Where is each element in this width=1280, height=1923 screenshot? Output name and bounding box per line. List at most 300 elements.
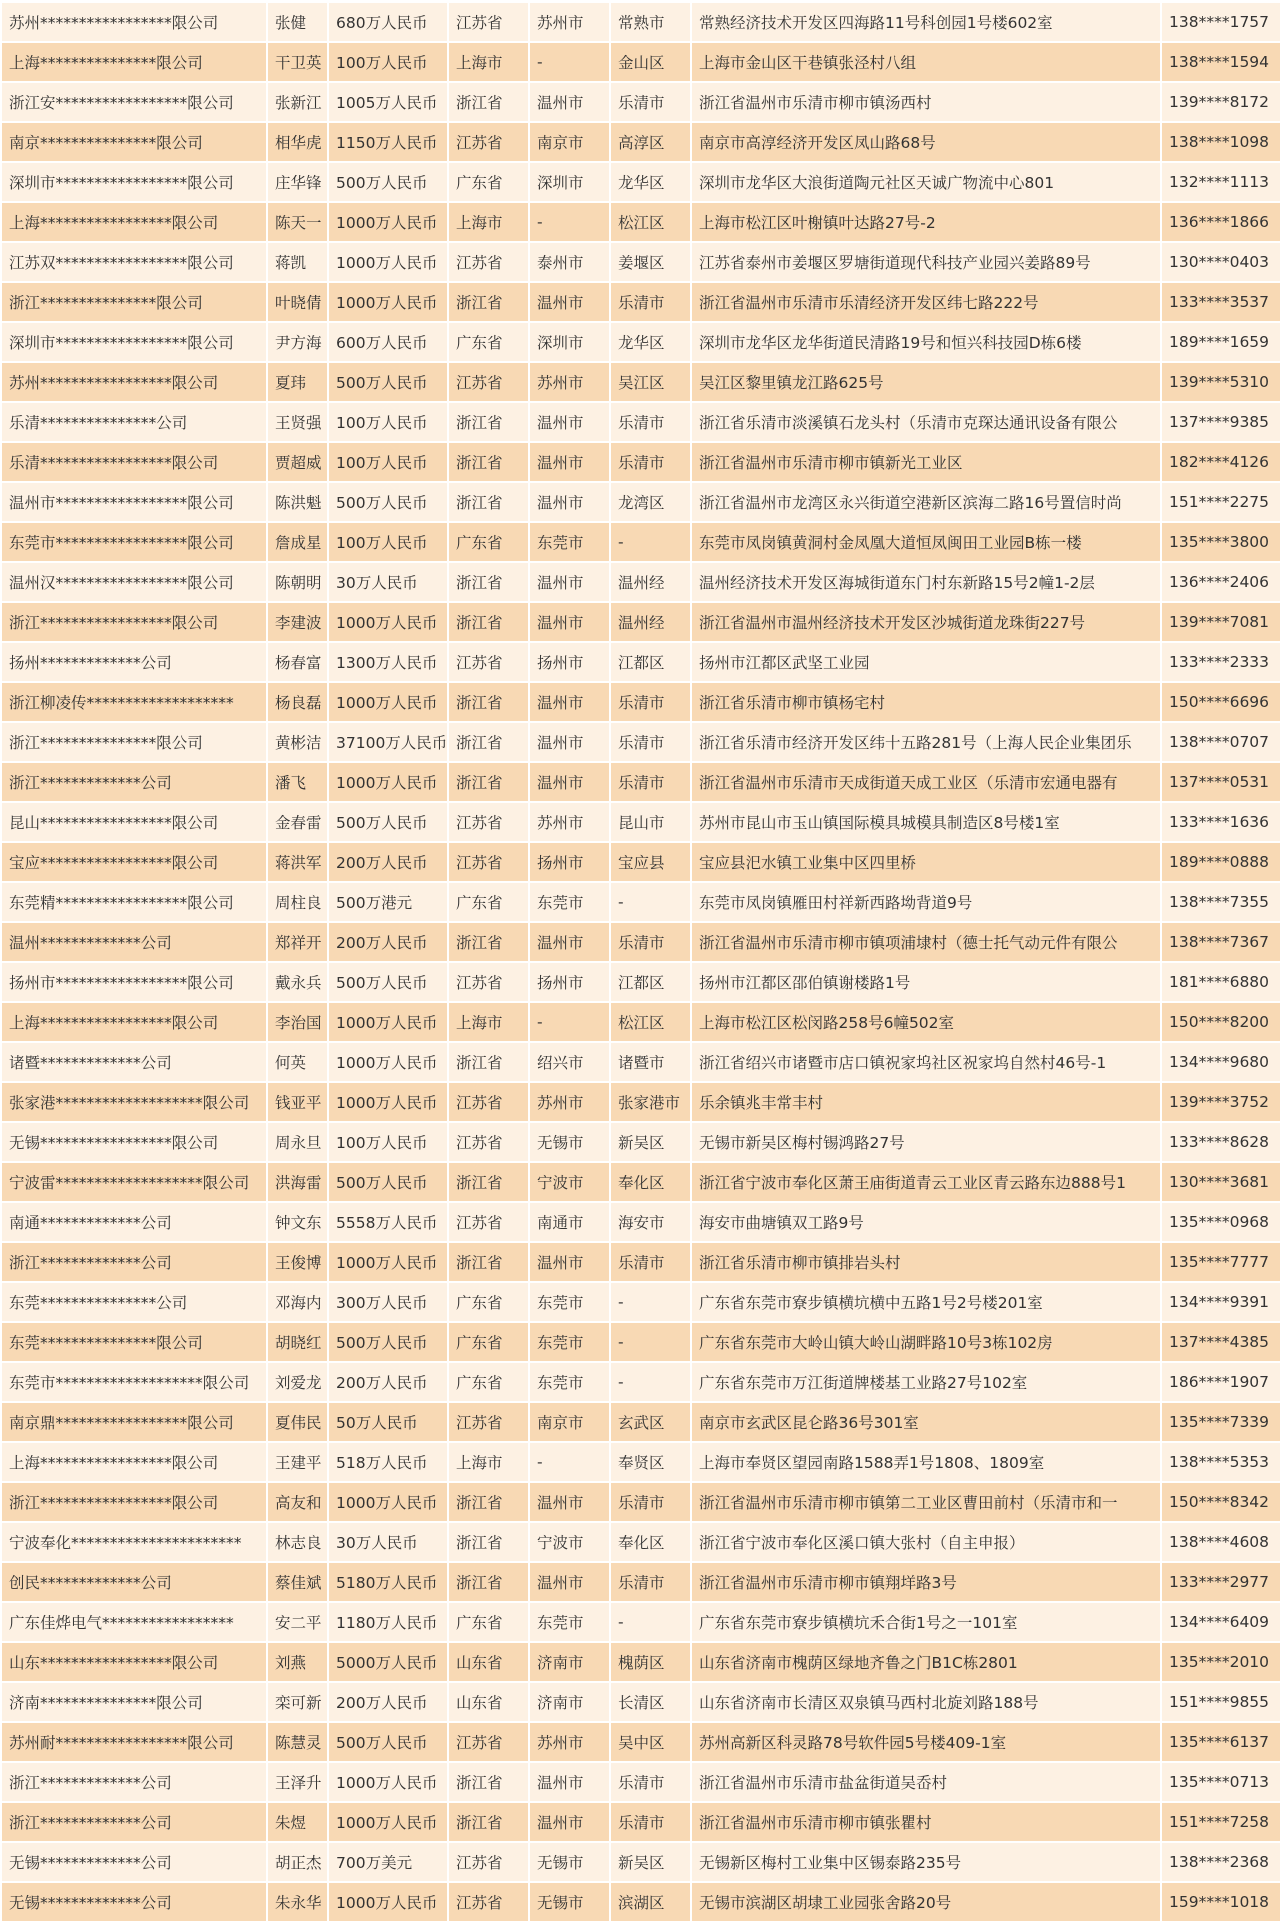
city-cell: 无锡市 xyxy=(530,1843,609,1883)
address-cell: 上海市松江区叶榭镇叶达路27号-2 xyxy=(692,203,1160,243)
phone-cell: 134****6409 xyxy=(1162,1603,1280,1643)
company-name-cell: 宝应*****************限公司 xyxy=(2,843,266,883)
city-cell: - xyxy=(530,1003,609,1043)
phone-cell: 133****2977 xyxy=(1162,1563,1280,1603)
registered-capital-cell: 500万人民币 xyxy=(329,1323,447,1363)
phone-cell: 150****8342 xyxy=(1162,1483,1280,1523)
city-cell: 温州市 xyxy=(530,683,609,723)
province-cell: 上海市 xyxy=(449,1003,528,1043)
company-name-cell: 江苏双*****************限公司 xyxy=(2,243,266,283)
table-row xyxy=(2,1163,1280,1203)
table-row xyxy=(2,1723,1280,1763)
phone-cell: 151****2275 xyxy=(1162,483,1280,523)
city-cell: 深圳市 xyxy=(530,163,609,203)
phone-cell: 182****4126 xyxy=(1162,443,1280,483)
phone-cell: 150****6696 xyxy=(1162,683,1280,723)
address-cell: 浙江省温州市乐清市柳市镇项浦埭村（德士托气动元件有限公 xyxy=(692,923,1160,963)
legal-person-cell: 李建波 xyxy=(268,603,327,643)
company-name-cell: 浙江柳凌传******************* xyxy=(2,683,266,723)
company-name-cell: 创民*************公司 xyxy=(2,1563,266,1603)
phone-cell: 132****1113 xyxy=(1162,163,1280,203)
province-cell: 江苏省 xyxy=(449,643,528,683)
province-cell: 广东省 xyxy=(449,1283,528,1323)
table-row xyxy=(2,163,1280,203)
address-cell: 浙江省温州市温州经济技术开发区沙城街道龙珠街227号 xyxy=(692,603,1160,643)
district-cell: 吴中区 xyxy=(611,1723,690,1763)
table-row xyxy=(2,1403,1280,1443)
company-name-cell: 深圳市*****************限公司 xyxy=(2,163,266,203)
registered-capital-cell: 1005万人民币 xyxy=(329,83,447,123)
company-name-cell: 上海*****************限公司 xyxy=(2,203,266,243)
company-name-cell: 浙江***************限公司 xyxy=(2,723,266,763)
city-cell: 苏州市 xyxy=(530,1723,609,1763)
table-row xyxy=(2,323,1280,363)
registered-capital-cell: 1180万人民币 xyxy=(329,1603,447,1643)
table-row xyxy=(2,443,1280,483)
district-cell: 长清区 xyxy=(611,1683,690,1723)
registered-capital-cell: 100万人民币 xyxy=(329,523,447,563)
district-cell: 乐清市 xyxy=(611,723,690,763)
table-row xyxy=(2,203,1280,243)
legal-person-cell: 王建平 xyxy=(268,1443,327,1483)
legal-person-cell: 詹成星 xyxy=(268,523,327,563)
province-cell: 浙江省 xyxy=(449,1243,528,1283)
registered-capital-cell: 680万人民币 xyxy=(329,3,447,43)
registered-capital-cell: 1000万人民币 xyxy=(329,603,447,643)
city-cell: 扬州市 xyxy=(530,643,609,683)
city-cell: - xyxy=(530,1443,609,1483)
phone-cell: 133****8628 xyxy=(1162,1123,1280,1163)
province-cell: 浙江省 xyxy=(449,1803,528,1843)
phone-cell: 137****9385 xyxy=(1162,403,1280,443)
table-row xyxy=(2,363,1280,403)
legal-person-cell: 郑祥开 xyxy=(268,923,327,963)
company-name-cell: 宁波奉化********************** xyxy=(2,1523,266,1563)
registered-capital-cell: 300万人民币 xyxy=(329,1283,447,1323)
legal-person-cell: 夏伟民 xyxy=(268,1403,327,1443)
phone-cell: 151****9855 xyxy=(1162,1683,1280,1723)
company-name-cell: 浙江*****************限公司 xyxy=(2,1483,266,1523)
province-cell: 上海市 xyxy=(449,43,528,83)
table-row xyxy=(2,963,1280,1003)
phone-cell: 138****5353 xyxy=(1162,1443,1280,1483)
phone-cell: 135****6137 xyxy=(1162,1723,1280,1763)
company-name-cell: 浙江*************公司 xyxy=(2,1763,266,1803)
table-row xyxy=(2,1483,1280,1523)
legal-person-cell: 王泽升 xyxy=(268,1763,327,1803)
address-cell: 无锡新区梅村工业集中区锡泰路235号 xyxy=(692,1843,1160,1883)
registered-capital-cell: 100万人民币 xyxy=(329,1123,447,1163)
address-cell: 温州经济技术开发区海城街道东门村东新路15号2幢1-2层 xyxy=(692,563,1160,603)
company-name-cell: 无锡*************公司 xyxy=(2,1883,266,1923)
district-cell: 乐清市 xyxy=(611,1243,690,1283)
legal-person-cell: 王贤强 xyxy=(268,403,327,443)
city-cell: 无锡市 xyxy=(530,1883,609,1923)
registered-capital-cell: 500万人民币 xyxy=(329,1723,447,1763)
registered-capital-cell: 500万人民币 xyxy=(329,1163,447,1203)
company-name-cell: 温州*************公司 xyxy=(2,923,266,963)
province-cell: 浙江省 xyxy=(449,83,528,123)
phone-cell: 135****2010 xyxy=(1162,1643,1280,1683)
city-cell: 泰州市 xyxy=(530,243,609,283)
company-name-cell: 宁波雷*******************限公司 xyxy=(2,1163,266,1203)
table-row xyxy=(2,683,1280,723)
phone-cell: 134****9680 xyxy=(1162,1043,1280,1083)
phone-cell: 138****4608 xyxy=(1162,1523,1280,1563)
company-name-cell: 张家港*******************限公司 xyxy=(2,1083,266,1123)
phone-cell: 189****1659 xyxy=(1162,323,1280,363)
company-name-cell: 济南***************限公司 xyxy=(2,1683,266,1723)
table-row xyxy=(2,1603,1280,1643)
registered-capital-cell: 1300万人民币 xyxy=(329,643,447,683)
city-cell: 温州市 xyxy=(530,1763,609,1803)
phone-cell: 138****1098 xyxy=(1162,123,1280,163)
district-cell: 乐清市 xyxy=(611,1803,690,1843)
phone-cell: 135****3800 xyxy=(1162,523,1280,563)
address-cell: 深圳市龙华区龙华街道民清路19号和恒兴科技园D栋6楼 xyxy=(692,323,1160,363)
address-cell: 浙江省温州市乐清市柳市镇翔垟路3号 xyxy=(692,1563,1160,1603)
company-name-cell: 温州汉*****************限公司 xyxy=(2,563,266,603)
table-row xyxy=(2,1243,1280,1283)
address-cell: 浙江省乐清市柳市镇排岩头村 xyxy=(692,1243,1160,1283)
address-cell: 山东省济南市槐荫区绿地齐鲁之门B1C栋2801 xyxy=(692,1643,1160,1683)
company-name-cell: 东莞***************限公司 xyxy=(2,1323,266,1363)
province-cell: 江苏省 xyxy=(449,1843,528,1883)
company-name-cell: 昆山*****************限公司 xyxy=(2,803,266,843)
legal-person-cell: 庄华锋 xyxy=(268,163,327,203)
legal-person-cell: 何英 xyxy=(268,1043,327,1083)
phone-cell: 138****1757 xyxy=(1162,3,1280,43)
table-row xyxy=(2,1443,1280,1483)
district-cell: - xyxy=(611,1283,690,1323)
city-cell: 温州市 xyxy=(530,1563,609,1603)
province-cell: 江苏省 xyxy=(449,843,528,883)
province-cell: 江苏省 xyxy=(449,963,528,1003)
address-cell: 浙江省乐清市经济开发区纬十五路281号（上海人民企业集团乐 xyxy=(692,723,1160,763)
district-cell: 新吴区 xyxy=(611,1843,690,1883)
district-cell: 张家港市 xyxy=(611,1083,690,1123)
province-cell: 广东省 xyxy=(449,323,528,363)
table-row xyxy=(2,1323,1280,1363)
district-cell: 松江区 xyxy=(611,203,690,243)
district-cell: - xyxy=(611,1323,690,1363)
address-cell: 上海市奉贤区望园南路1588弄1号1808、1809室 xyxy=(692,1443,1160,1483)
city-cell: 温州市 xyxy=(530,283,609,323)
city-cell: - xyxy=(530,43,609,83)
registered-capital-cell: 1000万人民币 xyxy=(329,1003,447,1043)
province-cell: 浙江省 xyxy=(449,763,528,803)
district-cell: 乐清市 xyxy=(611,1763,690,1803)
legal-person-cell: 潘飞 xyxy=(268,763,327,803)
address-cell: 苏州高新区科灵路78号软件园5号楼409-1室 xyxy=(692,1723,1160,1763)
district-cell: 温州经 xyxy=(611,563,690,603)
legal-person-cell: 杨春富 xyxy=(268,643,327,683)
address-cell: 扬州市江都区武坚工业园 xyxy=(692,643,1160,683)
legal-person-cell: 钟文东 xyxy=(268,1203,327,1243)
company-name-cell: 东莞***************公司 xyxy=(2,1283,266,1323)
address-cell: 浙江省温州市乐清市柳市镇张瞿村 xyxy=(692,1803,1160,1843)
address-cell: 浙江省乐清市柳市镇杨宅村 xyxy=(692,683,1160,723)
legal-person-cell: 夏玮 xyxy=(268,363,327,403)
district-cell: - xyxy=(611,1363,690,1403)
phone-cell: 139****3752 xyxy=(1162,1083,1280,1123)
city-cell: 温州市 xyxy=(530,923,609,963)
address-cell: 浙江省宁波市奉化区萧王庙街道青云工业区青云路东边888号1 xyxy=(692,1163,1160,1203)
city-cell: 南京市 xyxy=(530,1403,609,1443)
table-row xyxy=(2,1123,1280,1163)
province-cell: 广东省 xyxy=(449,163,528,203)
registered-capital-cell: 200万人民币 xyxy=(329,1363,447,1403)
city-cell: 苏州市 xyxy=(530,803,609,843)
company-name-cell: 诸暨*************公司 xyxy=(2,1043,266,1083)
province-cell: 浙江省 xyxy=(449,283,528,323)
company-name-cell: 南通*************公司 xyxy=(2,1203,266,1243)
city-cell: 宁波市 xyxy=(530,1523,609,1563)
phone-cell: 139****5310 xyxy=(1162,363,1280,403)
table-row xyxy=(2,1523,1280,1563)
province-cell: 广东省 xyxy=(449,523,528,563)
phone-cell: 136****1866 xyxy=(1162,203,1280,243)
city-cell: 温州市 xyxy=(530,603,609,643)
city-cell: 温州市 xyxy=(530,1483,609,1523)
address-cell: 浙江省温州市乐清市柳市镇第二工业区曹田前村（乐清市和一 xyxy=(692,1483,1160,1523)
legal-person-cell: 叶晓倩 xyxy=(268,283,327,323)
province-cell: 江苏省 xyxy=(449,3,528,43)
company-name-cell: 扬州*************公司 xyxy=(2,643,266,683)
phone-cell: 135****0968 xyxy=(1162,1203,1280,1243)
registered-capital-cell: 1000万人民币 xyxy=(329,1083,447,1123)
district-cell: 金山区 xyxy=(611,43,690,83)
district-cell: 常熟市 xyxy=(611,3,690,43)
legal-person-cell: 尹方海 xyxy=(268,323,327,363)
registered-capital-cell: 200万人民币 xyxy=(329,1683,447,1723)
province-cell: 浙江省 xyxy=(449,1163,528,1203)
table-row xyxy=(2,123,1280,163)
address-cell: 广东省东莞市寮步镇横坑横中五路1号2号楼201室 xyxy=(692,1283,1160,1323)
province-cell: 广东省 xyxy=(449,883,528,923)
registered-capital-cell: 100万人民币 xyxy=(329,43,447,83)
province-cell: 浙江省 xyxy=(449,1523,528,1563)
company-name-cell: 无锡*****************限公司 xyxy=(2,1123,266,1163)
city-cell: 东莞市 xyxy=(530,1363,609,1403)
address-cell: 浙江省宁波市奉化区溪口镇大张村（自主申报） xyxy=(692,1523,1160,1563)
district-cell: 乐清市 xyxy=(611,443,690,483)
table-body xyxy=(2,3,1280,1923)
province-cell: 浙江省 xyxy=(449,1483,528,1523)
city-cell: 东莞市 xyxy=(530,883,609,923)
legal-person-cell: 李治国 xyxy=(268,1003,327,1043)
registered-capital-cell: 200万人民币 xyxy=(329,843,447,883)
city-cell: 温州市 xyxy=(530,403,609,443)
company-table xyxy=(0,3,1280,1923)
address-cell: 浙江省温州市乐清市柳市镇汤西村 xyxy=(692,83,1160,123)
district-cell: 玄武区 xyxy=(611,1403,690,1443)
phone-cell: 136****2406 xyxy=(1162,563,1280,603)
table-row xyxy=(2,3,1280,43)
company-name-cell: 苏州*****************限公司 xyxy=(2,3,266,43)
city-cell: 东莞市 xyxy=(530,523,609,563)
legal-person-cell: 周永旦 xyxy=(268,1123,327,1163)
registered-capital-cell: 500万人民币 xyxy=(329,363,447,403)
phone-cell: 139****7081 xyxy=(1162,603,1280,643)
city-cell: 扬州市 xyxy=(530,843,609,883)
phone-cell: 151****7258 xyxy=(1162,1803,1280,1843)
address-cell: 广东省东莞市寮步镇横坑禾合街1号之一101室 xyxy=(692,1603,1160,1643)
province-cell: 浙江省 xyxy=(449,1563,528,1603)
company-name-cell: 东莞市*****************限公司 xyxy=(2,523,266,563)
company-name-cell: 无锡*************公司 xyxy=(2,1843,266,1883)
company-name-cell: 乐清*****************限公司 xyxy=(2,443,266,483)
phone-cell: 135****0713 xyxy=(1162,1763,1280,1803)
address-cell: 浙江省温州市乐清市柳市镇新光工业区 xyxy=(692,443,1160,483)
city-cell: 温州市 xyxy=(530,723,609,763)
province-cell: 江苏省 xyxy=(449,1883,528,1923)
legal-person-cell: 邓海内 xyxy=(268,1283,327,1323)
province-cell: 浙江省 xyxy=(449,603,528,643)
registered-capital-cell: 1000万人民币 xyxy=(329,1763,447,1803)
district-cell: 乐清市 xyxy=(611,1483,690,1523)
address-cell: 浙江省温州市乐清市乐清经济开发区纬七路222号 xyxy=(692,283,1160,323)
city-cell: 济南市 xyxy=(530,1683,609,1723)
registered-capital-cell: 1000万人民币 xyxy=(329,1043,447,1083)
company-name-cell: 南京鼎*****************限公司 xyxy=(2,1403,266,1443)
phone-cell: 181****6880 xyxy=(1162,963,1280,1003)
province-cell: 江苏省 xyxy=(449,1723,528,1763)
province-cell: 山东省 xyxy=(449,1683,528,1723)
district-cell: 海安市 xyxy=(611,1203,690,1243)
phone-cell: 138****7367 xyxy=(1162,923,1280,963)
table-row xyxy=(2,1043,1280,1083)
district-cell: 乐清市 xyxy=(611,683,690,723)
phone-cell: 130****0403 xyxy=(1162,243,1280,283)
district-cell: 龙华区 xyxy=(611,163,690,203)
province-cell: 浙江省 xyxy=(449,403,528,443)
table-row xyxy=(2,883,1280,923)
city-cell: 温州市 xyxy=(530,1803,609,1843)
city-cell: 深圳市 xyxy=(530,323,609,363)
address-cell: 吴江区黎里镇龙江路625号 xyxy=(692,363,1160,403)
province-cell: 浙江省 xyxy=(449,443,528,483)
table-row xyxy=(2,1563,1280,1603)
legal-person-cell: 刘燕 xyxy=(268,1643,327,1683)
district-cell: - xyxy=(611,523,690,563)
city-cell: 无锡市 xyxy=(530,1123,609,1163)
province-cell: 江苏省 xyxy=(449,363,528,403)
city-cell: 扬州市 xyxy=(530,963,609,1003)
registered-capital-cell: 1150万人民币 xyxy=(329,123,447,163)
registered-capital-cell: 1000万人民币 xyxy=(329,683,447,723)
legal-person-cell: 蒋洪军 xyxy=(268,843,327,883)
table-row xyxy=(2,643,1280,683)
company-name-cell: 浙江安*****************限公司 xyxy=(2,83,266,123)
registered-capital-cell: 5180万人民币 xyxy=(329,1563,447,1603)
table-row xyxy=(2,603,1280,643)
district-cell: 乐清市 xyxy=(611,763,690,803)
legal-person-cell: 张新江 xyxy=(268,83,327,123)
province-cell: 浙江省 xyxy=(449,483,528,523)
legal-person-cell: 安二平 xyxy=(268,1603,327,1643)
city-cell: 济南市 xyxy=(530,1643,609,1683)
address-cell: 浙江省温州市乐清市天成街道天成工业区（乐清市宏通电器有 xyxy=(692,763,1160,803)
address-cell: 山东省济南市长清区双泉镇马西村北旋刘路188号 xyxy=(692,1683,1160,1723)
company-name-cell: 浙江*************公司 xyxy=(2,1803,266,1843)
address-cell: 深圳市龙华区大浪街道陶元社区天诚广物流中心801 xyxy=(692,163,1160,203)
address-cell: 南京市玄武区昆仑路36号301室 xyxy=(692,1403,1160,1443)
table-row xyxy=(2,1763,1280,1803)
company-name-cell: 乐清***************公司 xyxy=(2,403,266,443)
address-cell: 宝应县汜水镇工业集中区四里桥 xyxy=(692,843,1160,883)
phone-cell: 133****3537 xyxy=(1162,283,1280,323)
province-cell: 江苏省 xyxy=(449,803,528,843)
address-cell: 无锡市滨湖区胡埭工业园张舍路20号 xyxy=(692,1883,1160,1923)
legal-person-cell: 林志良 xyxy=(268,1523,327,1563)
table-row xyxy=(2,1843,1280,1883)
province-cell: 浙江省 xyxy=(449,563,528,603)
city-cell: 南通市 xyxy=(530,1203,609,1243)
legal-person-cell: 杨良磊 xyxy=(268,683,327,723)
address-cell: 东莞市凤岗镇黄洞村金凤凰大道恒凤闽田工业园B栋一楼 xyxy=(692,523,1160,563)
company-name-cell: 南京***************限公司 xyxy=(2,123,266,163)
phone-cell: 138****1594 xyxy=(1162,43,1280,83)
address-cell: 上海市金山区干巷镇张泾村八组 xyxy=(692,43,1160,83)
phone-cell: 150****8200 xyxy=(1162,1003,1280,1043)
registered-capital-cell: 50万人民币 xyxy=(329,1403,447,1443)
city-cell: 东莞市 xyxy=(530,1323,609,1363)
registered-capital-cell: 500万人民币 xyxy=(329,963,447,1003)
registered-capital-cell: 5000万人民币 xyxy=(329,1643,447,1683)
registered-capital-cell: 1000万人民币 xyxy=(329,1883,447,1923)
table-row xyxy=(2,283,1280,323)
province-cell: 江苏省 xyxy=(449,1203,528,1243)
company-name-cell: 广东佳烨电气***************** xyxy=(2,1603,266,1643)
company-name-cell: 苏州耐*****************限公司 xyxy=(2,1723,266,1763)
district-cell: 龙湾区 xyxy=(611,483,690,523)
table-row xyxy=(2,1203,1280,1243)
registered-capital-cell: 30万人民币 xyxy=(329,1523,447,1563)
table-row xyxy=(2,1363,1280,1403)
legal-person-cell: 张健 xyxy=(268,3,327,43)
city-cell: 温州市 xyxy=(530,563,609,603)
address-cell: 常熟经济技术开发区四海路11号科创园1号楼602室 xyxy=(692,3,1160,43)
legal-person-cell: 陈洪魁 xyxy=(268,483,327,523)
phone-cell: 137****4385 xyxy=(1162,1323,1280,1363)
province-cell: 江苏省 xyxy=(449,1083,528,1123)
district-cell: 宝应县 xyxy=(611,843,690,883)
address-cell: 扬州市江都区邵伯镇谢楼路1号 xyxy=(692,963,1160,1003)
address-cell: 无锡市新吴区梅村锡鸿路27号 xyxy=(692,1123,1160,1163)
company-name-cell: 浙江*************公司 xyxy=(2,1243,266,1283)
address-cell: 南京市高淳经济开发区凤山路68号 xyxy=(692,123,1160,163)
province-cell: 浙江省 xyxy=(449,723,528,763)
address-cell: 乐余镇兆丰常丰村 xyxy=(692,1083,1160,1123)
city-cell: 绍兴市 xyxy=(530,1043,609,1083)
district-cell: 昆山市 xyxy=(611,803,690,843)
province-cell: 广东省 xyxy=(449,1363,528,1403)
city-cell: 苏州市 xyxy=(530,363,609,403)
registered-capital-cell: 1000万人民币 xyxy=(329,1243,447,1283)
table-row xyxy=(2,843,1280,883)
district-cell: 松江区 xyxy=(611,1003,690,1043)
province-cell: 上海市 xyxy=(449,1443,528,1483)
registered-capital-cell: 1000万人民币 xyxy=(329,243,447,283)
district-cell: 乐清市 xyxy=(611,1563,690,1603)
legal-person-cell: 洪海雷 xyxy=(268,1163,327,1203)
address-cell: 广东省东莞市万江街道牌楼基工业路27号102室 xyxy=(692,1363,1160,1403)
legal-person-cell: 王俊博 xyxy=(268,1243,327,1283)
district-cell: - xyxy=(611,1603,690,1643)
table-row xyxy=(2,1803,1280,1843)
company-name-cell: 东莞市*******************限公司 xyxy=(2,1363,266,1403)
